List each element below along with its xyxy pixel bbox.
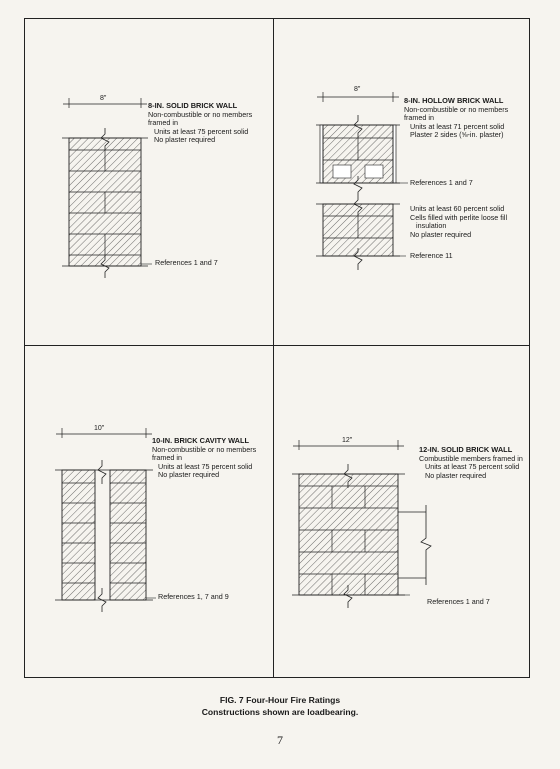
panel-3-line-2: framed in: [152, 453, 182, 463]
panel-2-line-2: framed in: [404, 113, 434, 123]
panel-1-references: References 1 and 7: [155, 258, 218, 267]
panel-2-text: [404, 97, 508, 140]
panel-2-text-lower: [410, 205, 507, 239]
dimension-label: 8": [354, 86, 361, 93]
panel-4-references: References 1 and 7: [427, 597, 490, 606]
panel-3-title: 10-IN. BRICK CAVITY WALL: [152, 436, 250, 445]
dimension-label: 10": [94, 425, 105, 432]
hollow-brick-wall-8in-drawing: [316, 92, 408, 270]
panel-2-line-4: Plaster 2 sides (⅝-in. plaster): [410, 130, 504, 140]
panel-4-line-4: No plaster required: [425, 470, 487, 480]
figure-caption-title: FIG. 7 Four-Hour Fire Ratings: [219, 695, 341, 705]
panel-3-line-1: Non-combustible or no members: [152, 444, 257, 454]
solid-brick-wall-12in-drawing: [292, 440, 431, 608]
panel-1-text: [148, 102, 252, 145]
panel-3-line-4: No plaster required: [158, 470, 220, 480]
brick-cavity-wall-10in-drawing: [55, 428, 156, 612]
panel-1-line-3: Units at least 75 percent solid: [154, 126, 249, 136]
figure-caption-subtitle: Constructions shown are loadbearing.: [201, 707, 359, 717]
panel-3-text: [152, 437, 256, 480]
panel-2-references-1: References 1 and 7: [410, 178, 473, 187]
panel-2-references-2: Reference 11: [410, 251, 453, 260]
panel-2-line-5: Units at least 60 percent solid: [410, 204, 505, 213]
panel-4-text: [419, 446, 523, 480]
panel-1-line-2: framed in: [148, 118, 178, 128]
panel-2-line-7: insulation: [416, 221, 447, 231]
panel-2-line-3: Units at least 71 percent solid: [410, 121, 505, 131]
panel-2-line-6: Cells filled with perlite loose fill: [410, 212, 508, 222]
panel-4-line-1: Combustible members framed in: [419, 453, 523, 463]
page-number: 7: [277, 733, 283, 747]
dimension-label: 8": [100, 95, 107, 102]
solid-brick-wall-8in-drawing: [62, 98, 152, 278]
panel-1-line-1: Non-combustible or no members: [148, 109, 253, 119]
panel-1-line-4: No plaster required: [154, 135, 216, 145]
panel-2-line-8: No plaster required: [410, 229, 472, 239]
dimension-label: 12": [342, 437, 353, 444]
panel-1-title: 8-IN. SOLID BRICK WALL: [148, 101, 238, 110]
panel-2-line-1: Non-combustible or no members: [404, 104, 509, 114]
panel-2-title: 8-IN. HOLLOW BRICK WALL: [404, 96, 504, 105]
panel-4-line-3: Units at least 75 percent solid: [425, 462, 520, 472]
panel-4-title: 12-IN. SOLID BRICK WALL: [419, 445, 513, 454]
panel-3-references: References 1, 7 and 9: [158, 592, 229, 601]
panel-3-line-3: Units at least 75 percent solid: [158, 461, 253, 471]
